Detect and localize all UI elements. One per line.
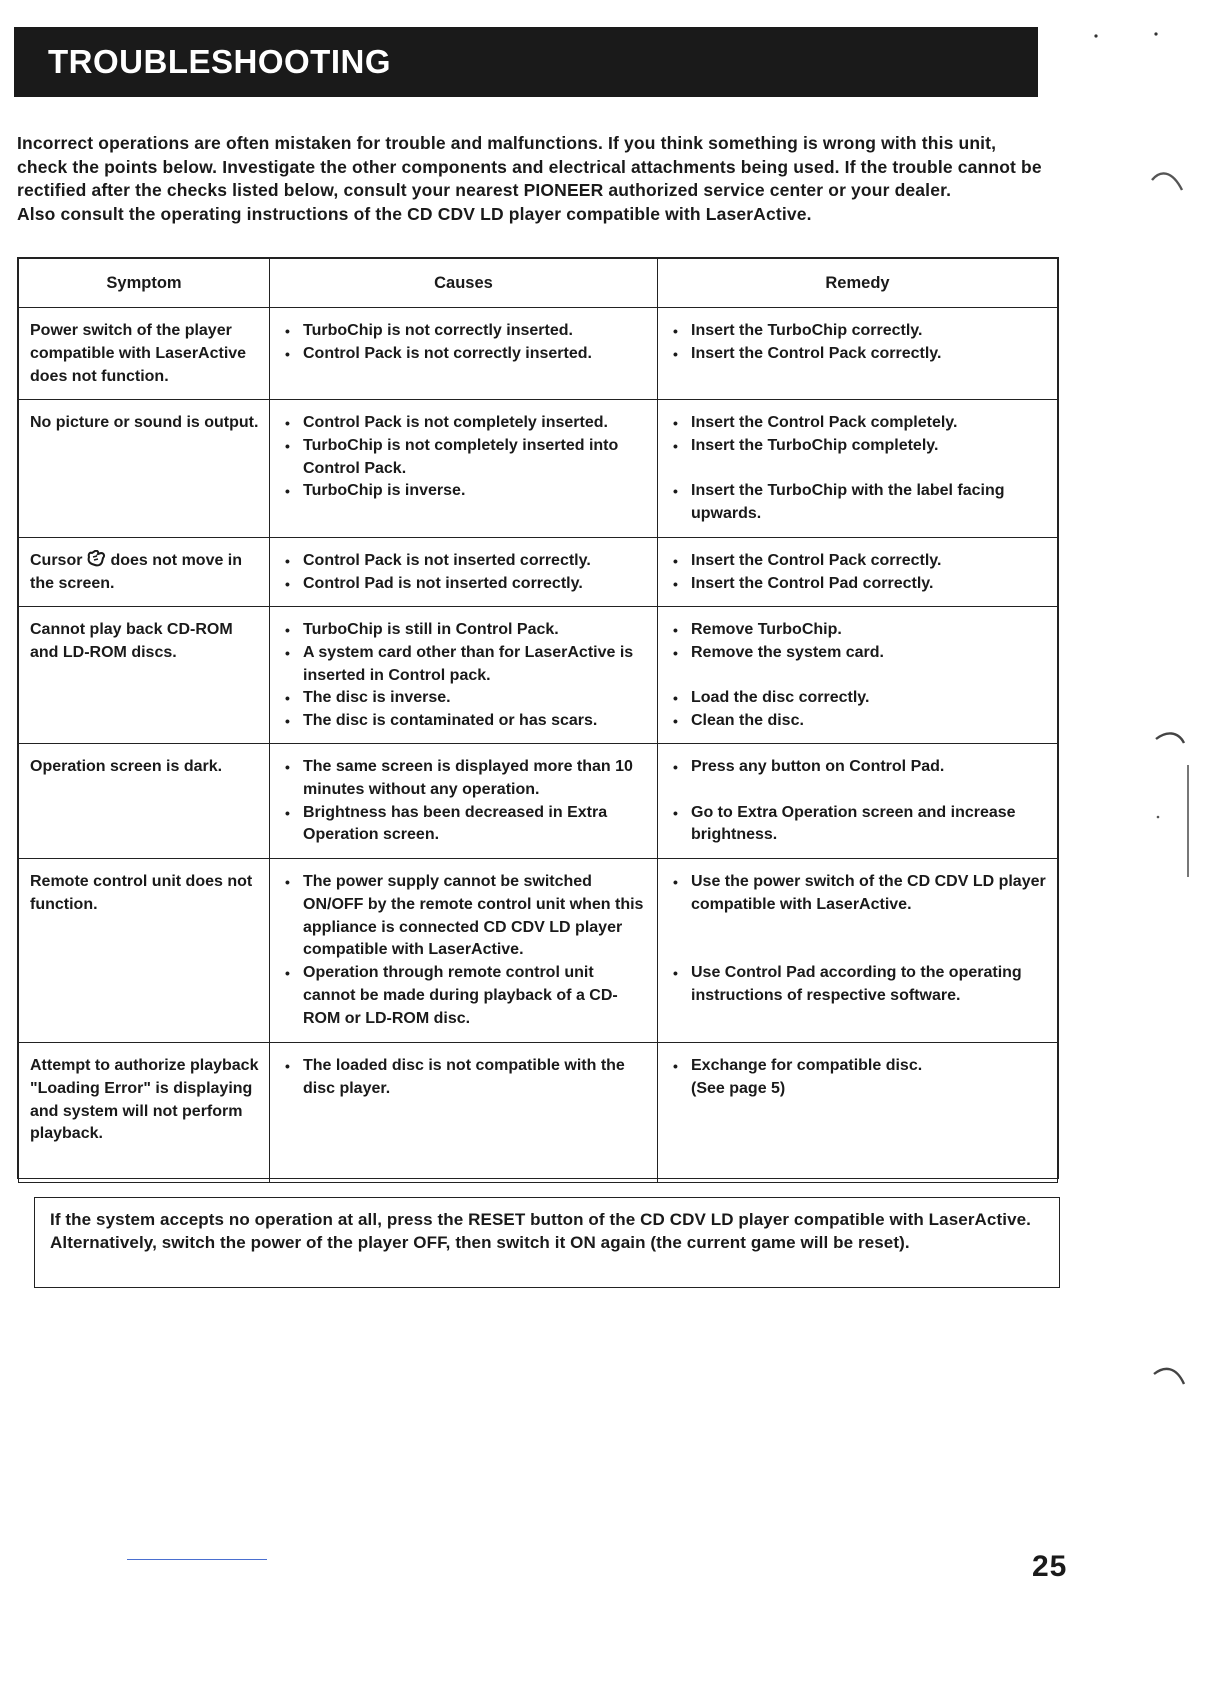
remedy-item: • Press any button on Control Pad.	[669, 756, 1047, 779]
remedy-item: • Exchange for compatible disc.	[669, 1055, 1047, 1078]
symptom-cell: Attempt to authorize playback "Loading Error" is displaying and system will not perform playback.	[19, 1043, 270, 1183]
symptom-text-before: Cursor	[30, 552, 83, 569]
remedy-cell	[658, 538, 1058, 607]
table-row	[19, 400, 1058, 538]
remedy-item: • Insert the Control Pack correctly.	[669, 550, 1047, 573]
cause-item: • The same screen is displayed more than 10 minutes without any operation.	[281, 756, 647, 802]
remedy-item: • Clean the disc.	[669, 710, 1047, 733]
causes-cell	[270, 400, 658, 538]
cause-item: • The loaded disc is not compatible with the disc player.	[281, 1055, 647, 1101]
causes-cell	[270, 308, 658, 400]
header-remedy: Remedy	[658, 259, 1058, 308]
remedy-item: • Use the power switch of the CD CDV LD player compatible with LaserActive.	[669, 871, 1047, 917]
intro-paragraph-1: Incorrect operations are often mistaken for trouble and malfunctions. If you think something is wrong with this unit, check the points below. Investigate the other components and electrical attachments being used. If the trouble cannot be rectified after the checks listed below, consult your nearest PIONEER authorized service center or your dealer.	[17, 133, 1042, 201]
cause-item: • Brightness has been decreased in Extra Operation screen.	[281, 802, 647, 848]
cause-item: • Control Pad is not inserted correctly.	[281, 573, 647, 596]
cause-item: • TurboChip is still in Control Pack.	[281, 619, 647, 642]
remedy-item: • Go to Extra Operation screen and increase brightness.	[669, 802, 1047, 848]
causes-cell	[270, 607, 658, 744]
table-header-row	[19, 259, 1058, 308]
remedy-item: • Load the disc correctly.	[669, 687, 1047, 710]
cause-item: • Control Pack is not inserted correctly.	[281, 550, 647, 573]
reset-note: If the system accepts no operation at all, press the RESET button of the CD CDV LD player compatible with LaserActive. Alternatively, switch the power of the player OFF, then switch it ON again (the current game will be reset).	[34, 1197, 1060, 1288]
cause-item: • Control Pack is not correctly inserted.	[281, 343, 647, 366]
table-row	[19, 1043, 1058, 1183]
scan-mark-right-1	[1148, 160, 1188, 200]
symptom-cell: Power switch of the player compatible with LaserActive does not function.	[19, 308, 270, 400]
scan-mark-right-4	[1150, 1360, 1190, 1400]
page-title: TROUBLESHOOTING	[48, 43, 391, 80]
cause-item: • Operation through remote control unit cannot be made during playback of a CD-ROM or LD-ROM disc.	[281, 962, 647, 1030]
cause-item: • TurboChip is not correctly inserted.	[281, 320, 647, 343]
causes-cell	[270, 744, 658, 859]
scan-mark-top	[1090, 28, 1170, 48]
remedy-cell	[658, 1043, 1058, 1183]
causes-cell	[270, 538, 658, 607]
intro-text	[17, 132, 1047, 226]
table-row	[19, 308, 1058, 400]
cause-item: • The disc is contaminated or has scars.	[281, 710, 647, 733]
remedy-note: (See page 5)	[691, 1079, 786, 1097]
header-symptom: Symptom	[19, 259, 270, 308]
cause-item: • The disc is inverse.	[281, 687, 647, 710]
remedy-cell	[658, 308, 1058, 400]
page-number: 25	[1032, 1550, 1068, 1583]
cause-item: • The power supply cannot be switched ON/OFF by the remote control unit when this appliance is connected CD CDV LD player compatible with LaserActive.	[281, 871, 647, 962]
scan-mark-right-3	[1150, 1660, 1190, 1700]
remedy-cell	[658, 607, 1058, 744]
remedy-item: • Insert the Control Pack completely.	[669, 412, 1047, 435]
header-causes: Causes	[270, 259, 658, 308]
table-row	[19, 744, 1058, 859]
table-row	[19, 859, 1058, 1043]
troubleshooting-table	[17, 257, 1059, 1179]
causes-cell	[270, 859, 658, 1043]
causes-cell	[270, 1043, 658, 1183]
symptom-text-after: does not move in the screen.	[30, 552, 243, 592]
symptom-cell: Remote control unit does not function.	[19, 859, 270, 1043]
scan-mark-right-2	[1152, 725, 1197, 885]
remedy-cell	[658, 859, 1058, 1043]
remedy-item: • Insert the TurboChip completely.	[669, 435, 1047, 458]
cause-item: • TurboChip is inverse.	[281, 480, 647, 503]
symptom-cell: Operation screen is dark.	[19, 744, 270, 859]
title-bar	[14, 27, 1038, 97]
remedy-cell	[658, 400, 1058, 538]
cause-item: • TurboChip is not completely inserted into Control Pack.	[281, 435, 647, 481]
remedy-item: • Insert the Control Pad correctly.	[669, 573, 1047, 596]
intro-paragraph-2: Also consult the operating instructions of the CD CDV LD player compatible with LaserActive.	[17, 203, 812, 224]
cause-item: • Control Pack is not completely inserted.	[281, 412, 647, 435]
remedy-item: • Remove the system card.	[669, 642, 1047, 665]
hand-cursor-icon	[86, 550, 106, 567]
symptom-cell: Cannot play back CD-ROM and LD-ROM discs.	[19, 607, 270, 744]
table-row	[19, 538, 1058, 607]
remedy-item: • Insert the TurboChip with the label facing upwards.	[669, 480, 1047, 526]
cause-item: • A system card other than for LaserActive is inserted in Control pack.	[281, 642, 647, 688]
table-row	[19, 607, 1058, 744]
symptom-cell	[19, 538, 270, 607]
remedy-item: • Insert the TurboChip correctly.	[669, 320, 1047, 343]
remedy-cell	[658, 744, 1058, 859]
remedy-item: • Insert the Control Pack correctly.	[669, 343, 1047, 366]
remedy-item: • Use Control Pad according to the operating instructions of respective software.	[669, 962, 1047, 1008]
symptom-cell: No picture or sound is output.	[19, 400, 270, 538]
footer-rule	[127, 1559, 267, 1560]
remedy-item: • Remove TurboChip.	[669, 619, 1047, 642]
